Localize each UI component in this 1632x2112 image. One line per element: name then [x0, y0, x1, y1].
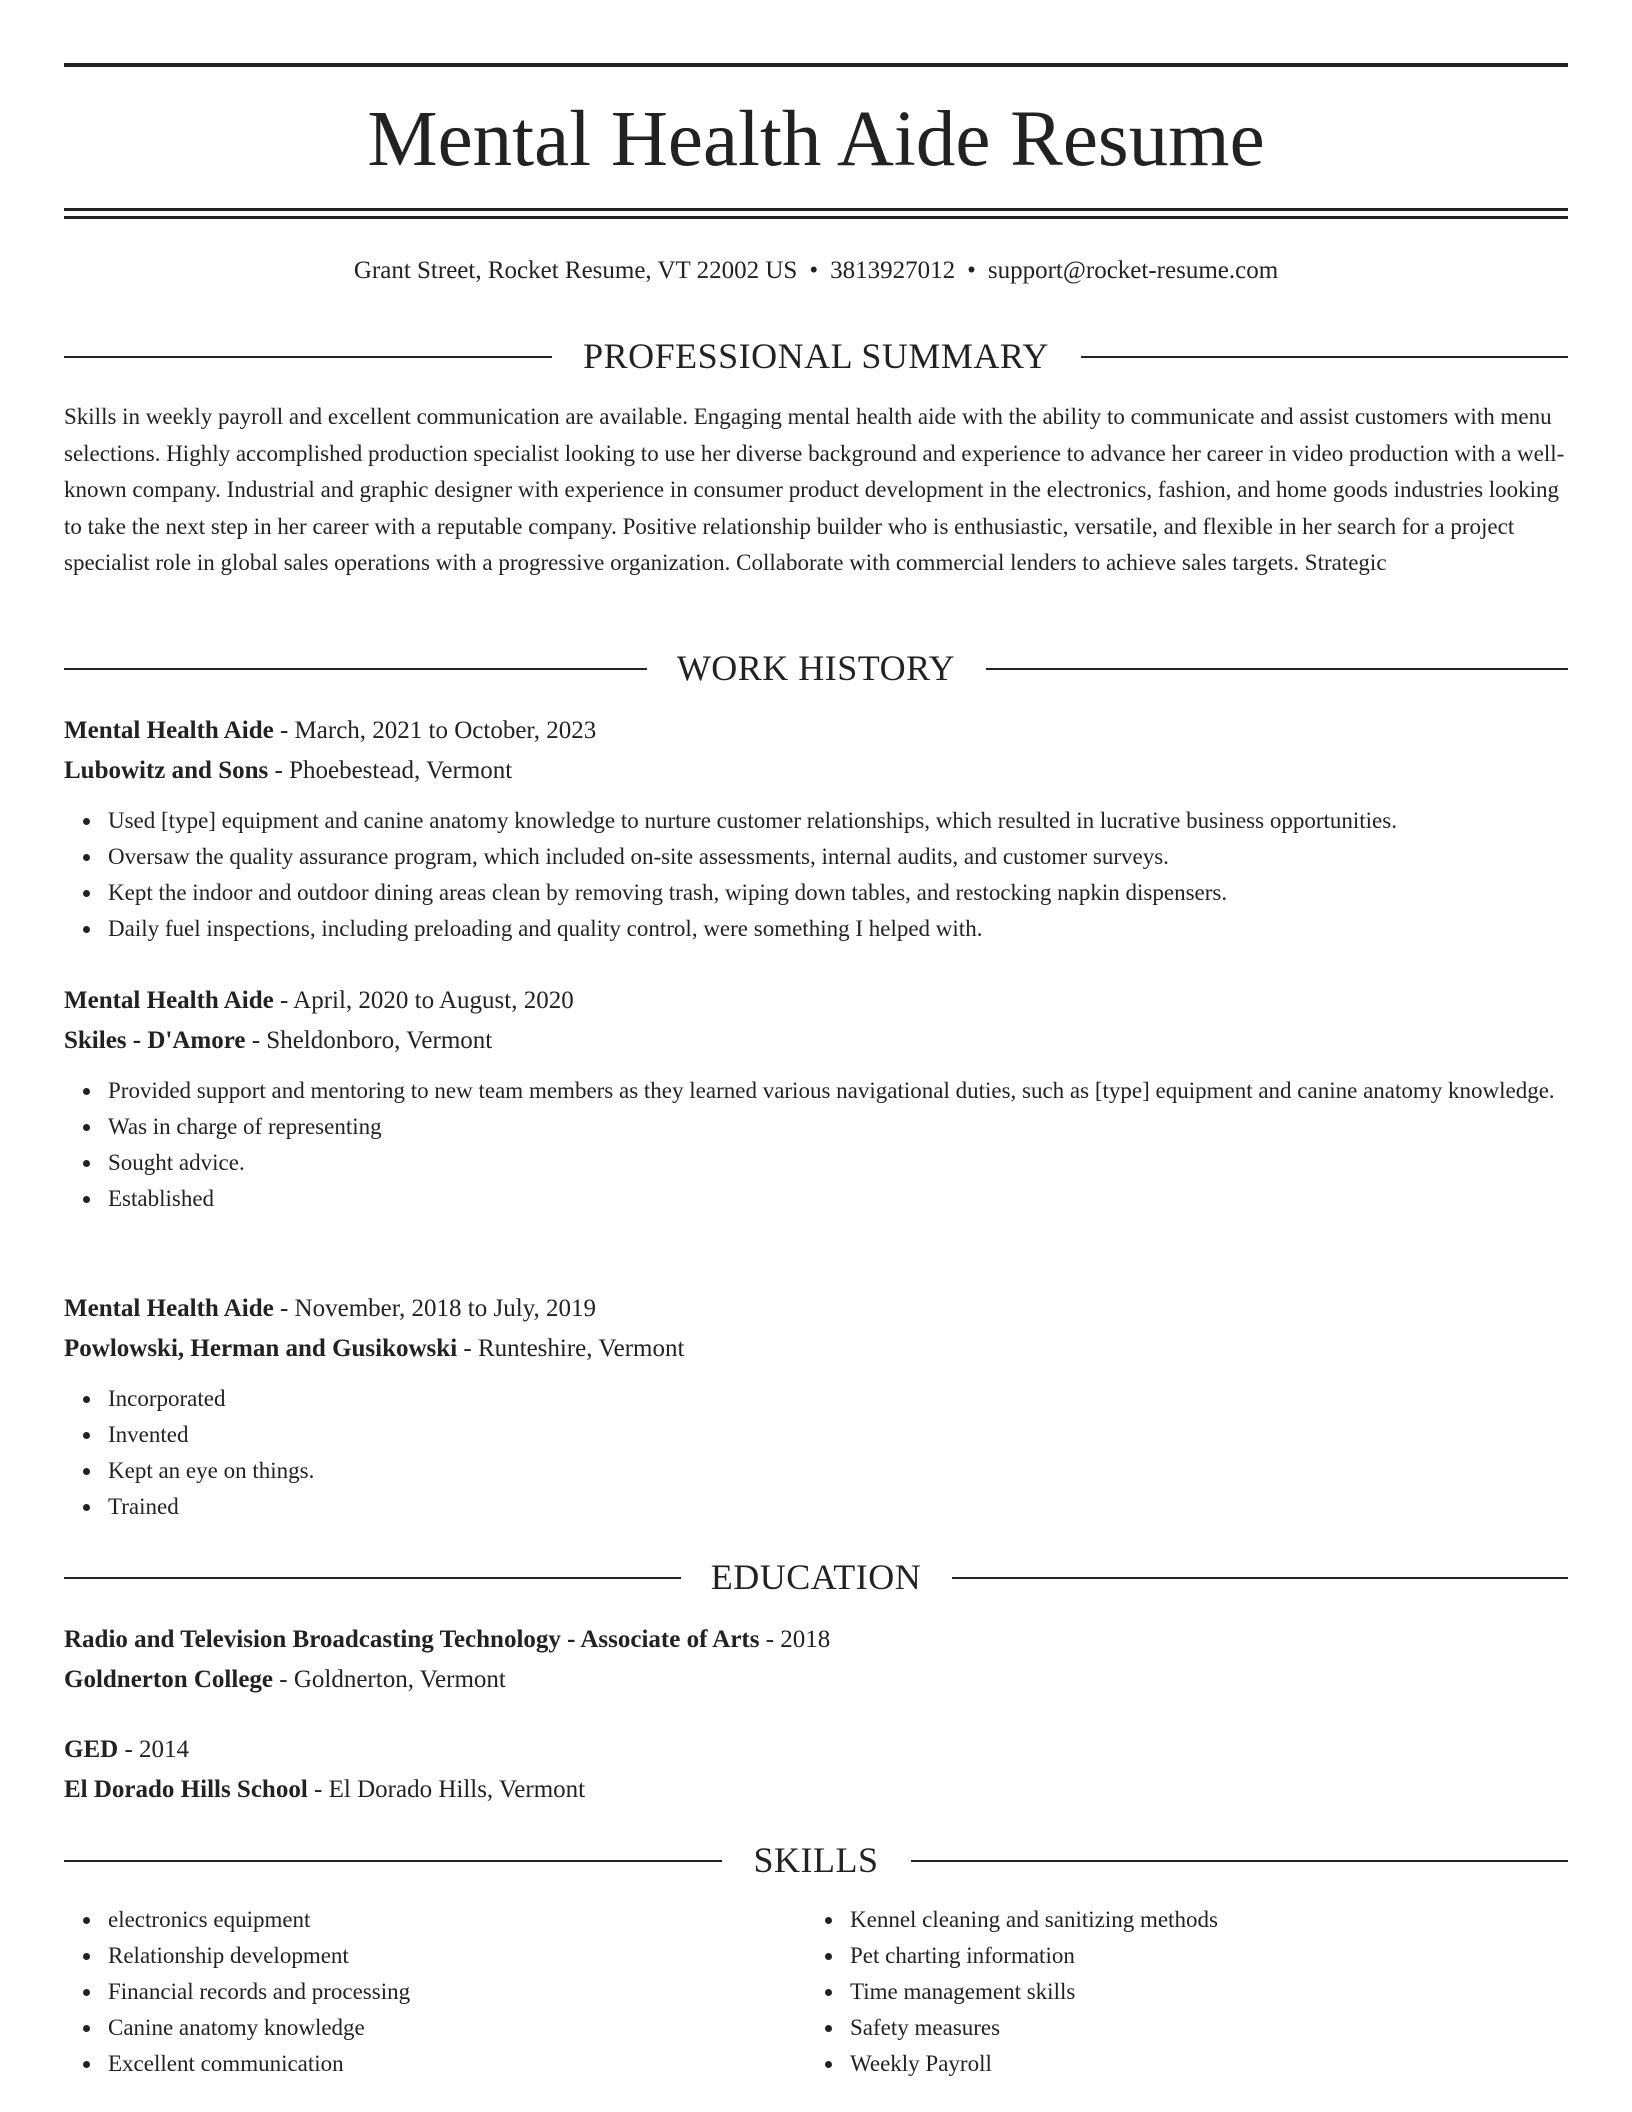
job-title: Mental Health Aide: [64, 717, 274, 744]
job-dates: - November, 2018 to July, 2019: [273, 1295, 597, 1322]
job-bullets: [64, 803, 1568, 947]
job-entry: [64, 981, 1568, 1217]
skill-item: Weekly Payroll: [850, 2046, 1506, 2082]
job-location: - Sheldonboro, Vermont: [245, 1027, 493, 1054]
skill-item: Kennel cleaning and sanitizing methods: [850, 1902, 1506, 1938]
education-location: - El Dorado Hills, Vermont: [307, 1776, 586, 1803]
title-rule-lower: [64, 216, 1568, 219]
skills-list: [806, 1902, 1506, 2082]
skill-item: Financial records and processing: [108, 1974, 764, 2010]
job-dates: - March, 2021 to October, 2023: [273, 717, 597, 744]
job-title: Mental Health Aide: [64, 1295, 274, 1322]
skills-list: [64, 1902, 764, 2082]
education-school: El Dorado Hills School: [64, 1776, 308, 1803]
list-item: Trained: [108, 1489, 1568, 1525]
top-rule: [64, 63, 1568, 67]
skills-column-right: [806, 1902, 1506, 2082]
skills-column-left: [64, 1902, 764, 2082]
skill-item: Safety measures: [850, 2010, 1506, 2046]
list-item: Oversaw the quality assurance program, which included on-site assessments, internal audits, and customer surveys.: [108, 839, 1568, 875]
job-title: Mental Health Aide: [64, 987, 274, 1014]
skill-item: Relationship development: [108, 1938, 764, 1974]
contact-line: [64, 254, 1568, 288]
skill-item: Pet charting information: [850, 1938, 1506, 1974]
education-degree: Radio and Television Broadcasting Technology - Associate of Arts: [64, 1626, 760, 1653]
education-year: - 2018: [759, 1626, 831, 1653]
list-item: Invented: [108, 1417, 1568, 1453]
job-entry: [64, 711, 1568, 947]
job-location: - Runteshire, Vermont: [457, 1335, 685, 1362]
job-bullets: [64, 1073, 1568, 1217]
list-item: Sought advice.: [108, 1145, 1568, 1181]
skill-item: Excellent communication: [108, 2046, 764, 2082]
title-rule-upper: [64, 208, 1568, 211]
skill-item: Canine anatomy knowledge: [108, 2010, 764, 2046]
job-entry: [64, 1289, 1568, 1525]
list-item: Provided support and mentoring to new team members as they learned various navigational duties, such as [type] equipment and canine anatomy knowledge.: [108, 1073, 1568, 1109]
section-title-education: EDUCATION: [710, 1557, 922, 1597]
job-location: - Phoebestead, Vermont: [268, 757, 513, 784]
skill-item: electronics equipment: [108, 1902, 764, 1938]
education-entry: [64, 1730, 1568, 1810]
contact-email: support@rocket-resume.com: [987, 257, 1279, 284]
education-school: Goldnerton College: [64, 1666, 274, 1693]
contact-separator: •: [967, 257, 976, 284]
list-item: Was in charge of representing: [108, 1109, 1568, 1145]
list-item: Kept the indoor and outdoor dining areas clean by removing trash, wiping down tables, and restocking napkin dispensers.: [108, 875, 1568, 911]
section-header-summary: [64, 334, 1568, 378]
list-item: Established: [108, 1181, 1568, 1217]
summary-text: Skills in weekly payroll and excellent communication are available. Engaging mental health aide with the ability to communicate and assist customers with menu selections. Highly accomplished production specialist looking to use her diverse background and experience to advance her career in video production with a well-known company. Industrial and graphic designer with experience in consumer product development in the electronics, fashion, and home goods industries looking to take the next step in her career with a reputable company. Positive relationship builder who is enthusiastic, versatile, and flexible in her search for a project specialist role in global sales operations with a progressive organization. Collaborate with commercial lenders to achieve sales targets. Strategic: [64, 404, 1565, 575]
list-item: Daily fuel inspections, including preloading and quality control, were something I helped with.: [108, 911, 1568, 947]
list-item: Incorporated: [108, 1381, 1568, 1417]
job-company: Skiles - D'Amore: [64, 1027, 246, 1054]
section-header-education: [64, 1555, 1568, 1599]
section-title-skills: SKILLS: [753, 1840, 879, 1880]
section-title-work: WORK HISTORY: [676, 648, 956, 688]
job-company: Lubowitz and Sons: [64, 757, 269, 784]
resume-title: Mental Health Aide Resume: [367, 96, 1265, 183]
job-company: Powlowski, Herman and Gusikowski: [64, 1335, 458, 1362]
list-item: Kept an eye on things.: [108, 1453, 1568, 1489]
education-degree: GED: [64, 1736, 119, 1763]
contact-separator: •: [809, 257, 819, 284]
education-location: - Goldnerton, Vermont: [273, 1666, 506, 1693]
section-header-work: [64, 646, 1568, 690]
contact-address: Grant Street, Rocket Resume, VT 22002 US: [353, 257, 798, 284]
job-dates: - April, 2020 to August, 2020: [273, 987, 574, 1014]
section-header-skills: [64, 1838, 1568, 1882]
list-item: Used [type] equipment and canine anatomy knowledge to nurture customer relationships, which resulted in lucrative business opportunities.: [108, 803, 1568, 839]
contact-phone: 3813927012: [830, 257, 956, 284]
education-year: - 2014: [118, 1736, 190, 1763]
skill-item: Time management skills: [850, 1974, 1506, 2010]
education-entry: [64, 1620, 1568, 1700]
section-title-summary: PROFESSIONAL SUMMARY: [583, 336, 1049, 376]
job-bullets: [64, 1381, 1568, 1525]
